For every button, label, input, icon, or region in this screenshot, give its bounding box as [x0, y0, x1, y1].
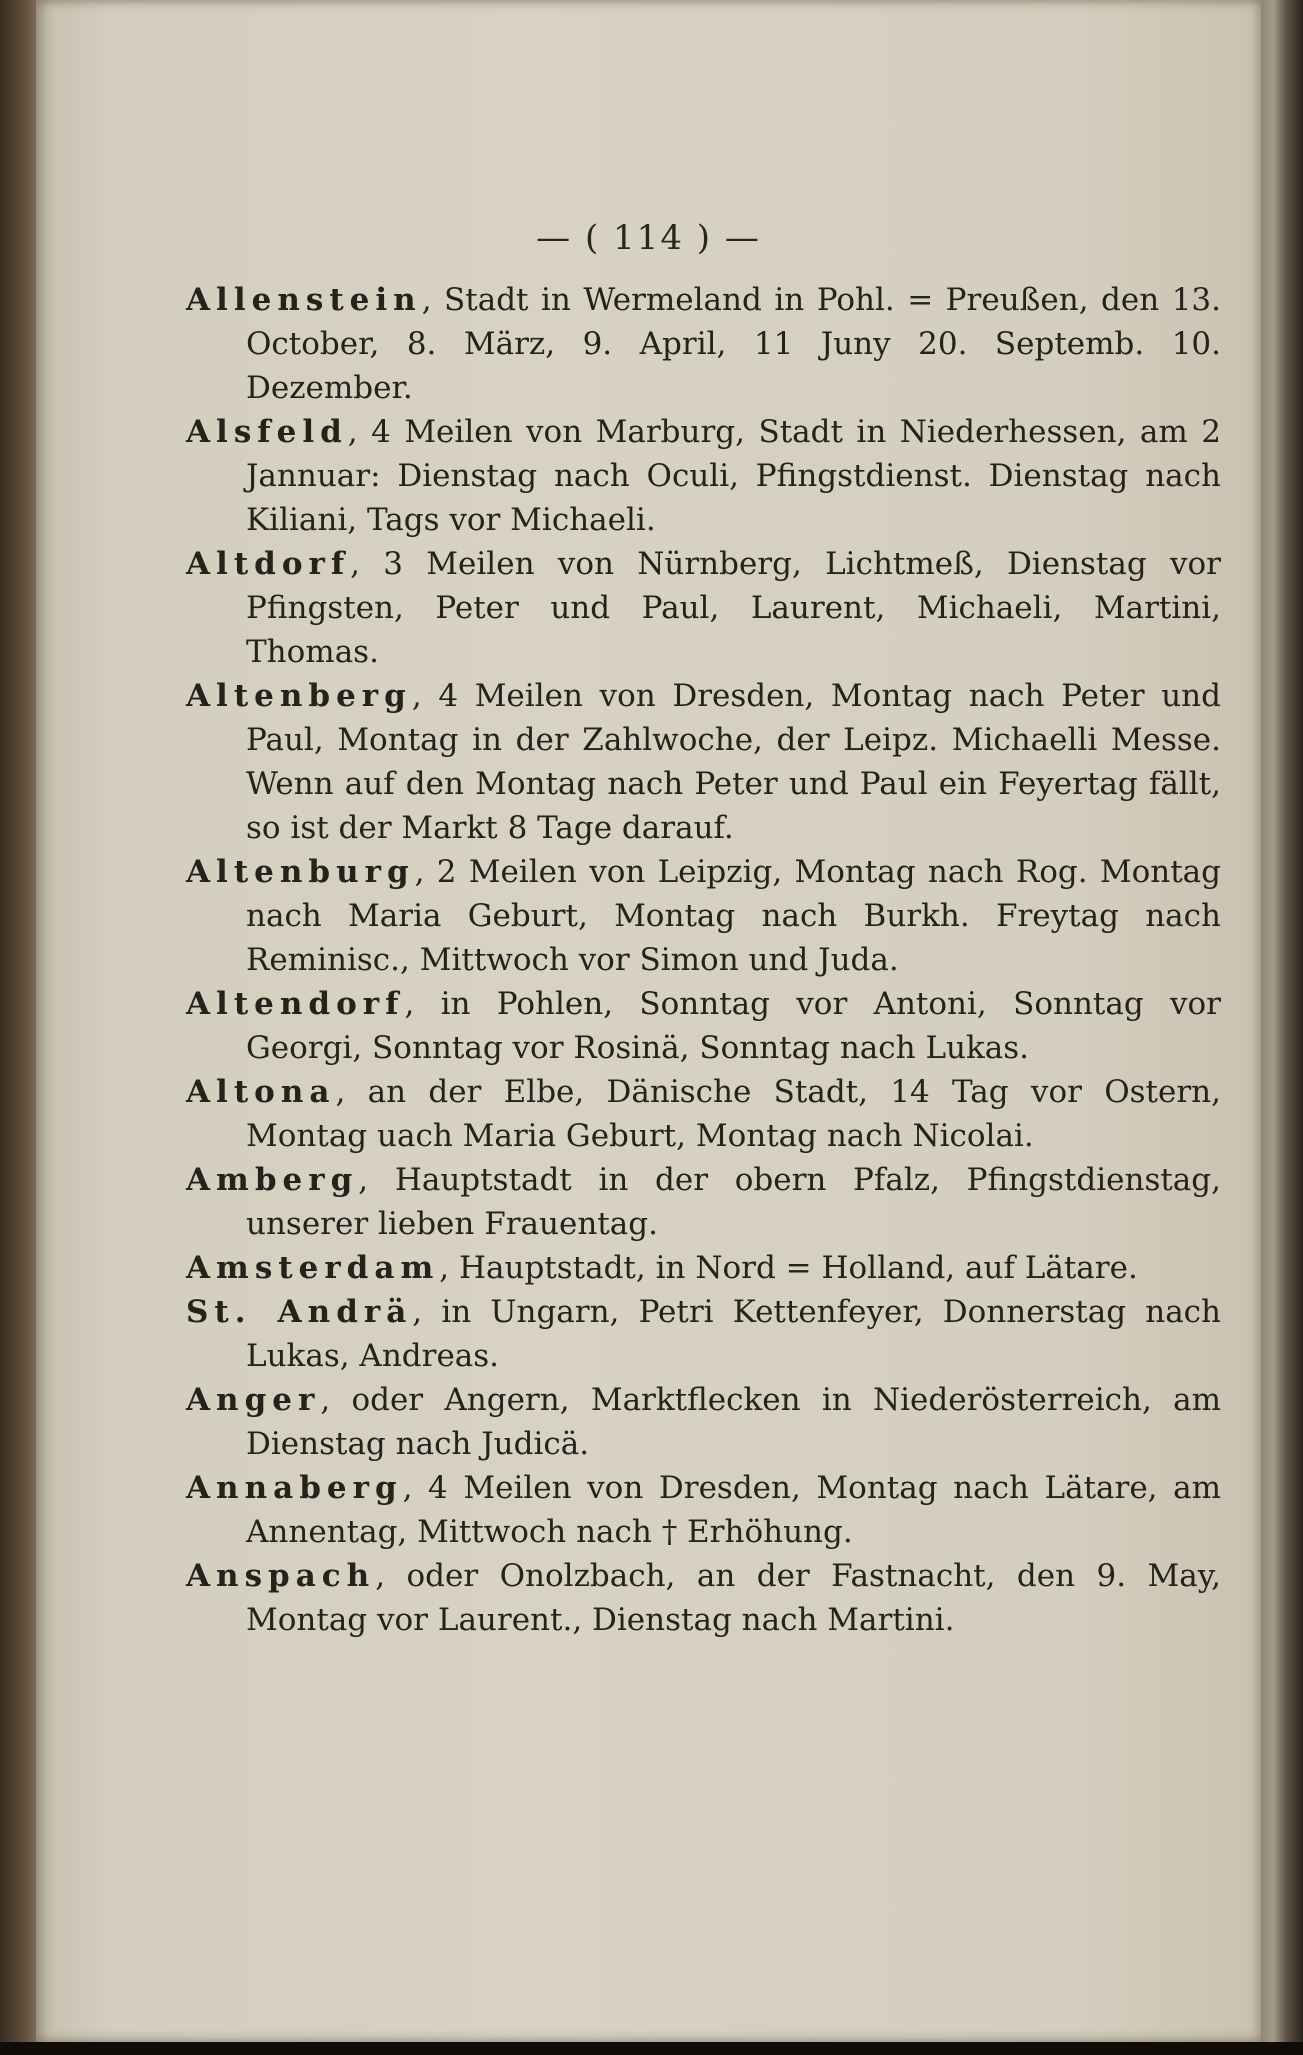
- entry-text: , oder Angern, Marktflecken in Niederösterreich, am Dienstag nach Judicä.: [246, 1382, 1221, 1462]
- entry-text: , oder Onolzbach, an der Fastnacht, den 9. May, Montag vor Laurent., Dienstag nach Martini.: [246, 1558, 1221, 1638]
- list-item: [186, 542, 1221, 674]
- entry-headword: Altenburg: [186, 854, 415, 890]
- entry-headword: Altendorf: [186, 986, 405, 1022]
- list-item: [186, 850, 1221, 982]
- entry-headword: Altona: [186, 1074, 336, 1110]
- entry-text: , 4 Meilen von Dresden, Montag nach Lätare, am Annentag, Mittwoch nach † Erhöhung.: [246, 1470, 1221, 1550]
- book-page: [36, 0, 1261, 2042]
- entry-headword: Annaberg: [186, 1470, 403, 1506]
- previous-page-edge: [0, 0, 36, 2055]
- list-item: [186, 1466, 1221, 1554]
- entry-headword: Altdorf: [186, 546, 351, 582]
- entry-headword: Allenstein: [186, 282, 422, 318]
- list-item: [186, 1554, 1221, 1642]
- entry-text: , an der Elbe, Dänische Stadt, 14 Tag vor Ostern, Montag uach Maria Geburt, Montag nach Nicolai.: [246, 1074, 1221, 1154]
- entry-text: , Hauptstadt in der obern Pfalz, Pfingstdienstag, unserer lieben Frauentag.: [246, 1162, 1221, 1242]
- book-bottom-edge: [0, 2042, 1303, 2055]
- entry-text: , in Pohlen, Sonntag vor Antoni, Sonntag vor Georgi, Sonntag vor Rosinä, Sonntag nach Lukas.: [246, 986, 1221, 1066]
- entry-headword: Anspach: [186, 1558, 376, 1594]
- list-item: [186, 982, 1221, 1070]
- entry-headword: Altenberg: [186, 678, 412, 714]
- entry-headword: Anger: [186, 1382, 321, 1418]
- list-item: [186, 1246, 1221, 1290]
- next-page-edge: [1261, 0, 1303, 2042]
- entry-list: [186, 278, 1221, 1642]
- entry-text: , 4 Meilen von Marburg, Stadt in Niederhessen, am 2 Jannuar: Dienstag nach Oculi, Pfingstdienst. Dienstag nach Kiliani, Tags vor Michaeli.: [246, 414, 1221, 538]
- entry-headword: St. Andrä: [186, 1294, 413, 1330]
- list-item: [186, 674, 1221, 850]
- entry-headword: Amsterdam: [186, 1250, 440, 1286]
- list-item: [186, 278, 1221, 410]
- list-item: [186, 1290, 1221, 1378]
- list-item: [186, 1378, 1221, 1466]
- entry-text: , Stadt in Wermeland in Pohl. = Preußen, den 13. October, 8. März, 9. April, 11 Juny 20. Septemb. 10. Dezember.: [246, 282, 1221, 406]
- entry-text: , 3 Meilen von Nürnberg, Lichtmeß, Dienstag vor Pfingsten, Peter und Paul, Laurent, Michaeli, Martini, Thomas.: [246, 546, 1221, 670]
- entry-headword: Amberg: [186, 1162, 359, 1198]
- list-item: [186, 1158, 1221, 1246]
- page-header: — ( 114 ) —: [536, 218, 761, 258]
- list-item: [186, 1070, 1221, 1158]
- entry-headword: Alsfeld: [186, 414, 348, 450]
- list-item: [186, 410, 1221, 542]
- entry-text: , 4 Meilen von Dresden, Montag nach Peter und Paul, Montag in der Zahlwoche, der Leipz. Michaelli Messe. Wenn auf den Montag nach Peter und Paul ein Feyertag fällt, so ist der Markt 8 Tage darauf.: [246, 678, 1221, 846]
- entry-text: , in Ungarn, Petri Kettenfeyer, Donnerstag nach Lukas, Andreas.: [246, 1294, 1221, 1374]
- entry-text: , 2 Meilen von Leipzig, Montag nach Rog. Montag nach Maria Geburt, Montag nach Burkh. Freytag nach Reminisc., Mittwoch vor Simon und Juda.: [246, 854, 1221, 978]
- entry-text: , Hauptstadt, in Nord = Holland, auf Lätare.: [439, 1250, 1138, 1286]
